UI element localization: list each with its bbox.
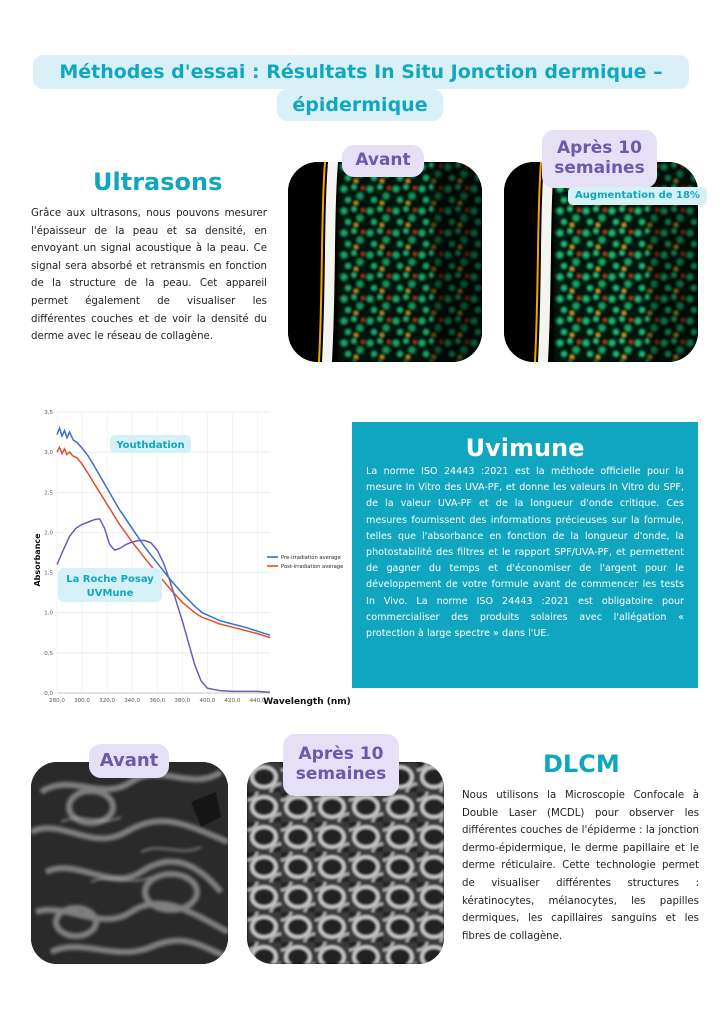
chart-x-tick-label: 340,0 (124, 698, 141, 704)
augmentation-badge: Augmentation de 18% (568, 187, 707, 205)
dlcm-before-scan (31, 762, 228, 964)
chart-x-tick-label: 360,0 (149, 698, 166, 704)
absorbance-chart-svg (30, 400, 352, 710)
uvmune-label: La Roche Posay UVMune (66, 574, 154, 599)
chart-y-tick-label: 2,0 (44, 530, 53, 537)
chart-y-axis-label: Absorbance (33, 533, 42, 587)
ultrasound-after-label: Après 10 semaines (542, 130, 657, 188)
chart-x-tick-label: 320,0 (99, 698, 115, 704)
chart-x-tick-label: 300,0 (74, 698, 90, 704)
page-title-line2: épidermique (277, 89, 443, 121)
chart-series-line-2 (57, 519, 270, 692)
chart-x-tick-label: 280,0 (49, 698, 65, 704)
ultrasound-before-image (288, 162, 482, 362)
chart-y-tick-label: 1,5 (44, 570, 53, 577)
ultrasons-heading: Ultrasons (93, 168, 223, 196)
page-title-line1: Méthodes d'essai : Résultats In Situ Jonction dermique – (33, 55, 689, 89)
dlcm-before-label: Avant (89, 744, 169, 778)
chart-y-tick-label: 2,5 (44, 490, 53, 497)
chart-y-tick-label: 0,5 (44, 650, 53, 657)
chart-series-line-0 (57, 428, 270, 635)
legend-entry: Pre-irradiation average (281, 555, 341, 561)
chart-y-tick-label: 3,0 (44, 450, 53, 457)
youthdation-label: Youthdation (116, 440, 185, 451)
chart-series-line-1 (57, 447, 270, 637)
legend-entry: Post-irradiation average (281, 564, 344, 570)
chart-x-tick-label: 440,0 (249, 698, 266, 704)
uvmune-annotation (58, 568, 162, 602)
chart-legend (267, 555, 343, 570)
chart-x-axis-label: Wavelength (nm) (263, 697, 351, 707)
dlcm-before-image (31, 762, 228, 964)
dlcm-after-label: Après 10 semaines (283, 734, 399, 796)
uvimune-panel (352, 422, 698, 688)
uvimune-heading: Uvimune (465, 434, 585, 462)
chart-y-tick-label: 3,5 (44, 410, 53, 416)
uvimune-description: La norme ISO 24443 :2021 est la méthode officielle pour la mesure In Vitro des UVA-PF, et donne les valeurs In Vitro du SPF, de la valeur UVA-PF et de la longueur d'onde critique. Ces mesures fournissent des informations précieuses sur la formule, telles que l'absorbance en fonction de la longueur d'onde, la photostabilité des filtres et le rapport SPF/UVA-PF, et permettent de gagner du temps et d'économiser de l'argent pour le développement de votre formule avant de commencer les tests In Vivo. La norme ISO 24443 :2021 est obligatoire pour commercialiser des produits solaires avec l'allégation « protection à large spectre » dans l'UE. (366, 466, 684, 640)
chart-x-tick-label: 380,0 (174, 698, 191, 704)
dlcm-description: Nous utilisons la Microscopie Confocale à Double Laser (MCDL) pour observer les différentes couches de l'épiderme : la jonction dermo-épidermique, le derme papillaire et le derme réticulaire. Cette technologie permet de visualiser différentes structures : kératinocytes, mélanocytes, les papilles dermiques, les capillaires sanguins et les fibres de collagène. (462, 790, 699, 942)
chart-y-tick-label: 0,0 (44, 691, 53, 697)
ultrasound-before-label: Avant (342, 145, 424, 177)
dlcm-heading: DLCM (543, 750, 620, 778)
ultrasons-description: Grâce aux ultrasons, nous pouvons mesurer l'épaisseur de la peau et sa densité, en envoyant un signal acoustique à la peau. Ce signal sera absorbé et retransmis en fonction de la structure de la peau. Cet appareil permet également de visualiser les différentes couches et de voir la densité du derme avec le réseau de collagène. (31, 208, 267, 343)
chart-y-tick-label: 1,0 (44, 610, 53, 617)
absorbance-chart (30, 400, 352, 710)
ultrasound-before-scan (288, 162, 482, 362)
chart-x-tick-label: 400,0 (199, 698, 216, 704)
youthdation-annotation (110, 435, 191, 453)
chart-x-tick-label: 420,0 (224, 698, 241, 704)
